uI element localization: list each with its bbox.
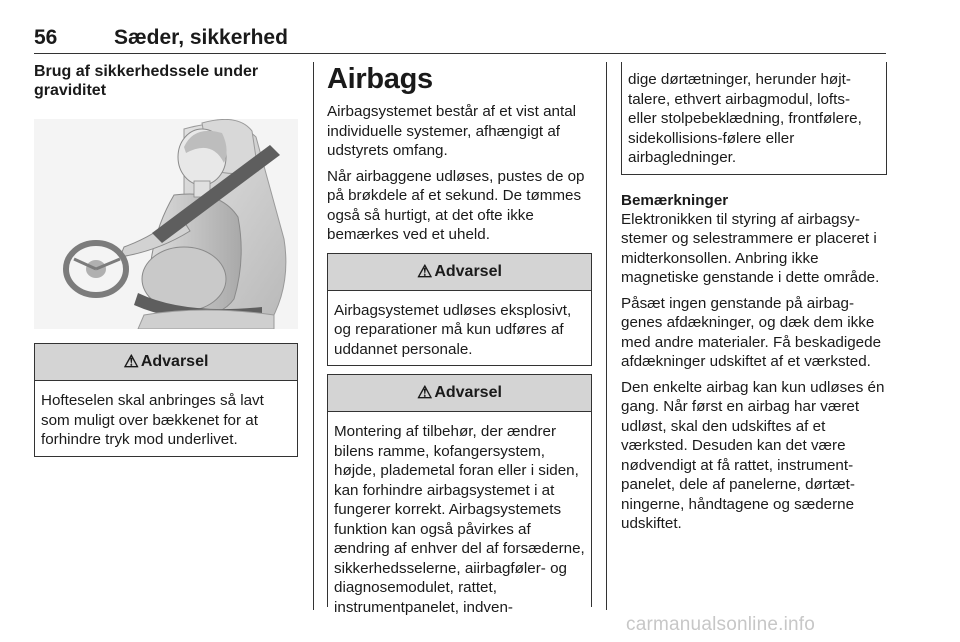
warning-continued-text: dige dørtætninger, herunder højttalere, ethvert airbagmodul, lofts- eller stolpebeklædning, frontfølere, sidekollisions-følere eller airbagledninger.	[628, 71, 862, 166]
warning-text: Hofteselen skal anbringes så lavt som muligt over bækkenet for at forhindre tryk mod underlivet.	[41, 392, 264, 448]
warning-label: Advarsel	[140, 353, 209, 370]
section-heading-pregnancy: Brug af sikkerhedssele under graviditet	[34, 63, 259, 99]
header-rule	[34, 53, 886, 54]
page-title: Sæder, sikkerhed	[114, 26, 288, 49]
column-1	[34, 62, 298, 457]
column-2	[327, 62, 592, 616]
notes-paragraph-2: Påsæt ingen genstande på airbaggenes afdækninger, og dæk dem ikke med andre materialer. Få beskadigede afdækninger udskiftet af et værksted.	[621, 294, 882, 370]
warning-box-continued	[621, 62, 887, 175]
warning-label: Advarsel	[434, 262, 502, 280]
notes-paragraph-3: Den enkelte airbag kan kun udløses én gang. Når først en airbag har været udløst, skal den udskiftes af et værksted. Desuden kan det være nødvendigt at få rattet, instrumentpanelet, dele af panelerne, dørtætningerne, håndtagene og sæderne udskiftet.	[621, 378, 885, 532]
warning-header	[328, 254, 591, 291]
airbag-paragraph-2: Når airbaggene udløses, pustes de op på brøkdele af et sekund. De tømmes også så hurtigt, at det ofte ikke bemærkes ved et uheld.	[327, 167, 585, 243]
warning-triangle-icon: ⚠	[417, 261, 433, 281]
warning-header	[35, 344, 297, 381]
warning-header	[328, 375, 591, 412]
warning-box-explosive	[327, 253, 592, 367]
column-divider-1	[313, 62, 314, 610]
warning-box-accessories	[327, 374, 592, 616]
warning-body	[328, 412, 591, 623]
warning-body	[35, 381, 297, 456]
page-header	[34, 26, 886, 54]
column-3	[621, 62, 887, 540]
notes-heading: Bemærkninger	[621, 191, 729, 209]
warning-triangle-icon: ⚠	[417, 383, 433, 402]
warning-triangle-icon: ⚠	[123, 352, 139, 371]
warning-text: Airbagsystemet udløses eksplosivt, og reparationer må kun udføres af uddannet personale.	[334, 301, 572, 358]
section-heading-airbags: Airbags	[327, 63, 433, 95]
column-divider-2	[606, 62, 607, 610]
page-number: 56	[34, 26, 58, 49]
warning-label: Advarsel	[434, 384, 502, 401]
watermark-text: carmanualsonline.info	[626, 614, 816, 635]
warning-body	[328, 291, 591, 366]
warning-text: Montering af tilbehør, der ændrer bilens ramme, kofangersystem, højde, plademetal foran eller i siden, kan forhindre airbagsystemet i at fungerer korrekt. Airbagsystemets funktion kan også påvirkes af ændring af enhver del af forsæderne, sikkerhedsselerne, aiirbagføler- og diagnosemodulet, rattet, instrumentpanelet, indven-	[334, 423, 585, 616]
notes-paragraph-1: Elektronikken til styring af airbagsystemer og selestrammere er placeret i midterkonsollen. Anbring ikke magnetiske genstande i dette område.	[621, 210, 880, 286]
warning-box-pregnancy	[34, 343, 298, 457]
pregnant-seatbelt-illustration	[34, 119, 298, 329]
notes-section	[621, 191, 887, 534]
airbag-paragraph-1: Airbagsystemet består af et vist antal individuelle systemer, afhængigt af udstyrets omfang.	[327, 103, 577, 159]
